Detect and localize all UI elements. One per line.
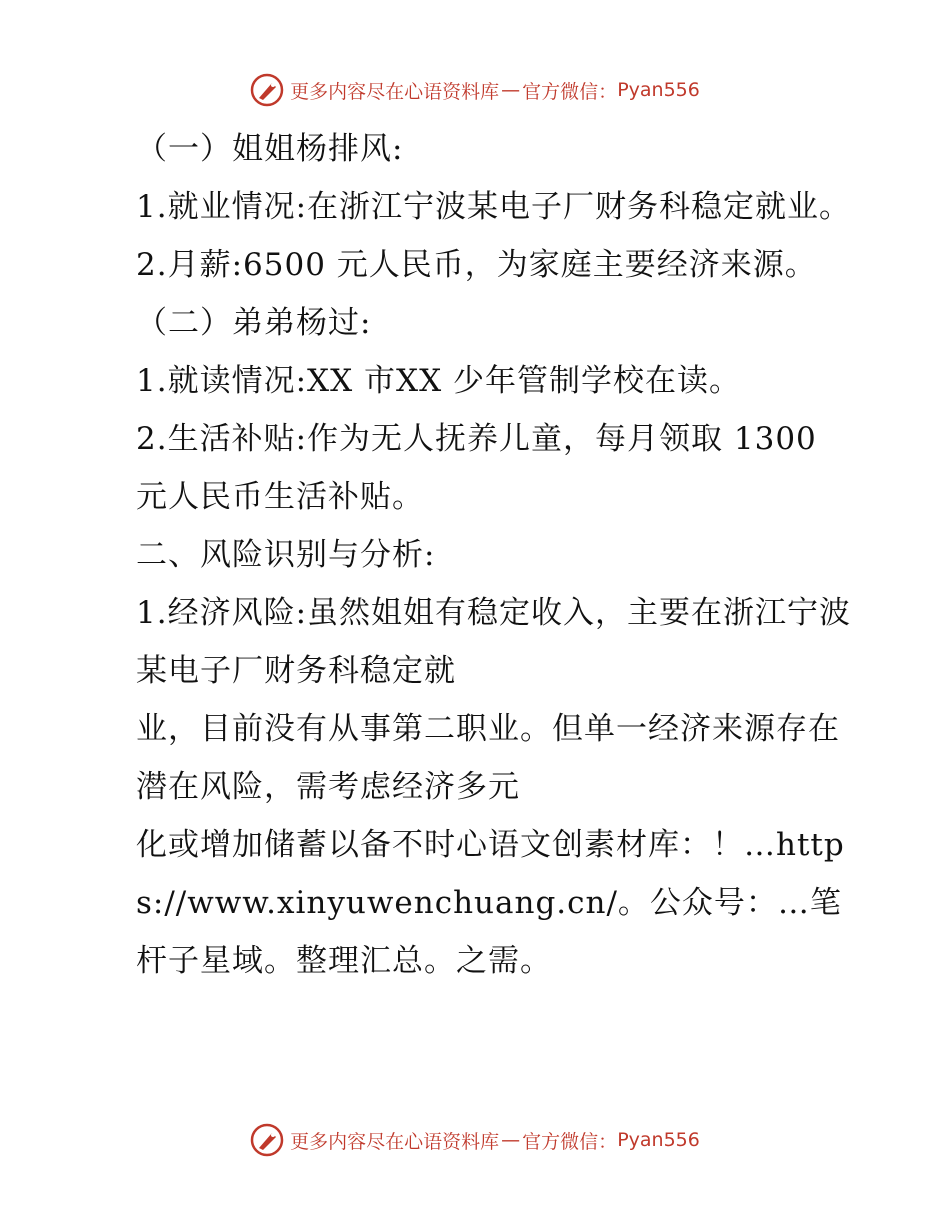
footer-watermark-banner [0, 1120, 950, 1160]
paragraph-school: 1.就读情况:XX 市XX 少年管制学校在读。 [136, 363, 742, 399]
paragraph-single-income: 业，目前没有从事第二职业。但单一经济来源存在潜在风险，需考虑经济多元 [136, 711, 840, 805]
banner-separator: — [501, 1129, 521, 1151]
banner-wechat-id: Pyan556 [617, 1129, 700, 1151]
paragraph-employment: 1.就业情况:在浙江宁波某电子厂财务科稳定就业。 [136, 189, 852, 225]
paragraph-brother-heading: （二）弟弟杨过: [136, 305, 372, 341]
banner-wechat-label: 官方微信： [522, 1130, 618, 1153]
paragraph-salary: 2.月薪:6500 元人民币，为家庭主要经济来源。 [136, 247, 817, 283]
paragraph-risk-heading: 二、风险识别与分析: [136, 537, 436, 573]
document-body [98, 120, 858, 990]
pen-logo-icon [250, 1123, 284, 1157]
banner-wechat-id: Pyan556 [617, 79, 700, 101]
banner-wechat-label: 官方微信： [522, 80, 618, 103]
pen-logo-icon [250, 73, 284, 107]
paragraph-subsidy: 2.生活补贴:作为无人抚养儿童，每月领取 1300 元人民币生活补贴。 [136, 421, 817, 515]
paragraph-economic-risk: 1.经济风险:虽然姐姐有稳定收入，主要在浙江宁波某电子厂财务科稳定就 [136, 595, 852, 689]
banner-main-text: 更多内容尽在心语资料库 [290, 1130, 500, 1153]
paragraph-diversification: 化或增加储蓄以备不时心语文创素材库：！…https://www.xinyuwenchuang.cn/。公众号：…笔杆子星域。整理汇总。之需。 [136, 827, 845, 979]
banner-main-text: 更多内容尽在心语资料库 [290, 80, 500, 103]
banner-separator: — [501, 79, 521, 101]
paragraph-sister-heading: （一）姐姐杨排风: [136, 131, 404, 167]
header-watermark-banner [0, 70, 950, 110]
